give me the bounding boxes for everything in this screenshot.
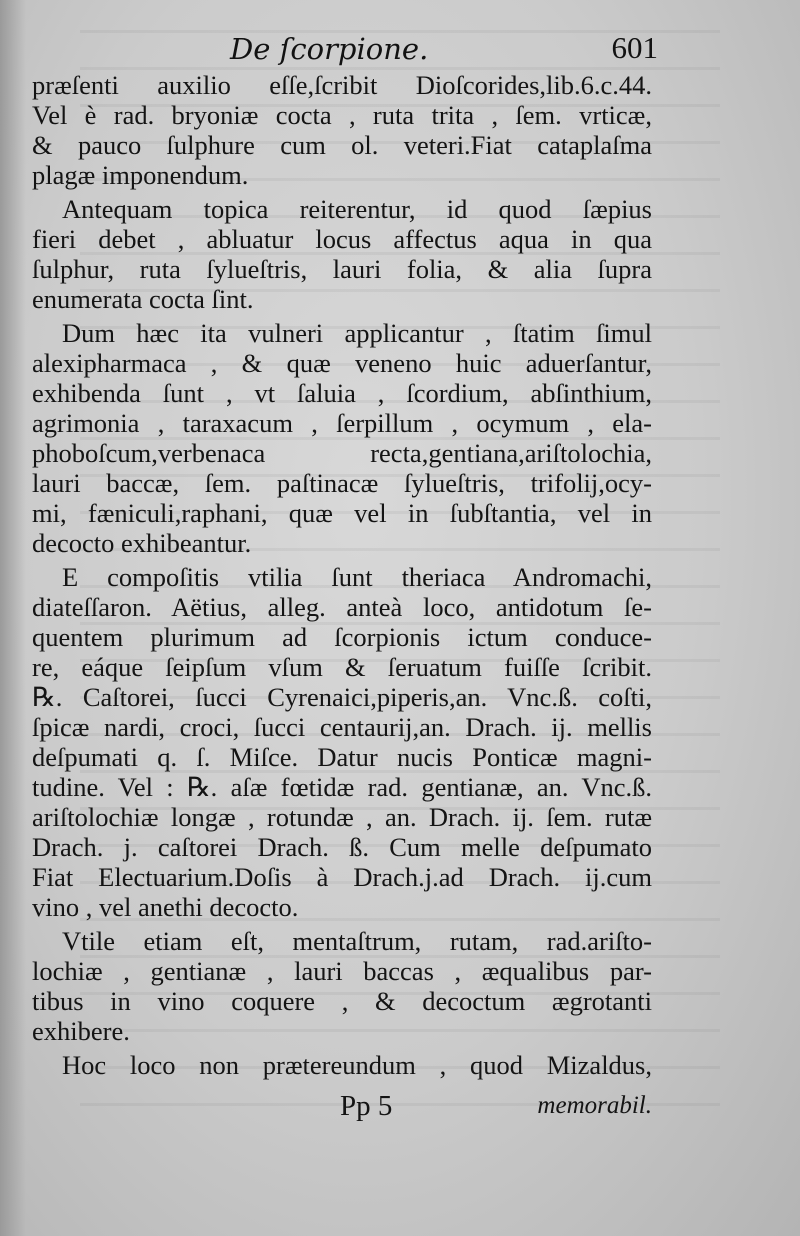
- text-line: tudine. Vel : ℞. aſæ fœtidæ rad. gentianæ, an. Vnc.ß.: [32, 772, 652, 802]
- text-line: ſulphur, ruta ſylueſtris, lauri folia, & alia ſupra: [32, 254, 652, 284]
- gutter-shadow: [0, 0, 26, 1236]
- text-line: enumerata cocta ſint.: [32, 284, 254, 314]
- text-line: & pauco ſulphure cum ol. veteri.Fiat cataplaſma: [32, 130, 652, 160]
- body-text: [32, 70, 652, 1084]
- text-line: Vel è rad. bryoniæ cocta , ruta trita , ſem. vrticæ,: [32, 100, 652, 130]
- text-line: Fiat Electuarium.Doſis à Drach.j.ad Drach. ij.cum: [32, 862, 652, 892]
- paragraph: [32, 70, 652, 190]
- text-line: decocto exhibeantur.: [32, 528, 252, 558]
- text-line: ariſtolochiæ longæ , rotundæ , an. Drach. ij. ſem. rutæ: [32, 802, 652, 832]
- text-line: plagæ imponendum.: [32, 160, 249, 190]
- paragraph: [32, 562, 652, 922]
- text-line: diateſſaron. Aëtius, alleg. anteà loco, antidotum ſe-: [32, 592, 652, 622]
- text-line: quentem plurimum ad ſcorpionis ictum conduce-: [32, 622, 652, 652]
- text-line: E compoſitis vtilia ſunt theriaca Andromachi,: [62, 562, 652, 592]
- page-header: [30, 28, 658, 72]
- signature-mark: Pp 5: [340, 1090, 393, 1122]
- text-line: Dum hæc ita vulneri applicantur , ſtatim ſimul: [62, 318, 652, 348]
- text-line: ℞. Caſtorei, ſucci Cyrenaici,piperis,an. Vnc.ß. coſti,: [32, 682, 652, 712]
- paragraph: [32, 194, 652, 314]
- text-line: exhibenda ſunt , vt ſaluia , ſcordium, abſinthium,: [32, 378, 652, 408]
- text-line: ſpicæ nardi, croci, ſucci centaurij,an. Drach. ij. mellis: [32, 712, 652, 742]
- text-line: phoboſcum,verbenaca recta,gentiana,ariſtolochia,: [32, 438, 652, 468]
- catchword: memorabil.: [537, 1092, 652, 1119]
- text-line: Hoc loco non prætereundum , quod Mizaldus,: [62, 1050, 652, 1080]
- text-line: Antequam topica reiterentur, id quod ſæpius: [62, 194, 652, 224]
- paragraph: [32, 318, 652, 558]
- running-title: De ſcorpione.: [230, 32, 429, 66]
- paragraph: [32, 926, 652, 1046]
- paragraph: [32, 1050, 652, 1080]
- text-line: re, eáque ſeipſum vſum & ſeruatum fuiſſe ſcribit.: [32, 652, 652, 682]
- text-line: tibus in vino coquere , & decoctum ægrotanti: [32, 986, 652, 1016]
- page-footer: [32, 1086, 652, 1126]
- text-line: lochiæ , gentianæ , lauri baccas , æqualibus par-: [32, 956, 652, 986]
- text-line: Drach. j. caſtorei Drach. ß. Cum melle deſpumato: [32, 832, 652, 862]
- text-line: vino , vel anethi decocto.: [32, 892, 299, 922]
- text-line: alexipharmaca , & quæ veneno huic aduerſantur,: [32, 348, 652, 378]
- text-line: lauri baccæ, ſem. paſtinacæ ſylueſtris, trifolij,ocy-: [32, 468, 652, 498]
- text-line: agrimonia , taraxacum , ſerpillum , ocymum , ela-: [32, 408, 652, 438]
- text-line: præſenti auxilio eſſe,ſcribit Dioſcorides,lib.6.c.44.: [32, 70, 652, 100]
- text-line: deſpumati q. ſ. Miſce. Datur nucis Ponticæ magni-: [32, 742, 652, 772]
- text-line: mi, fæniculi,raphani, quæ vel in ſubſtantia, vel in: [32, 498, 652, 528]
- text-line: exhibere.: [32, 1016, 130, 1046]
- page-number: 601: [611, 30, 658, 65]
- text-line: fieri debet , abluatur locus affectus aqua in qua: [32, 224, 652, 254]
- text-line: Vtile etiam eſt, mentaſtrum, rutam, rad.ariſto-: [62, 926, 652, 956]
